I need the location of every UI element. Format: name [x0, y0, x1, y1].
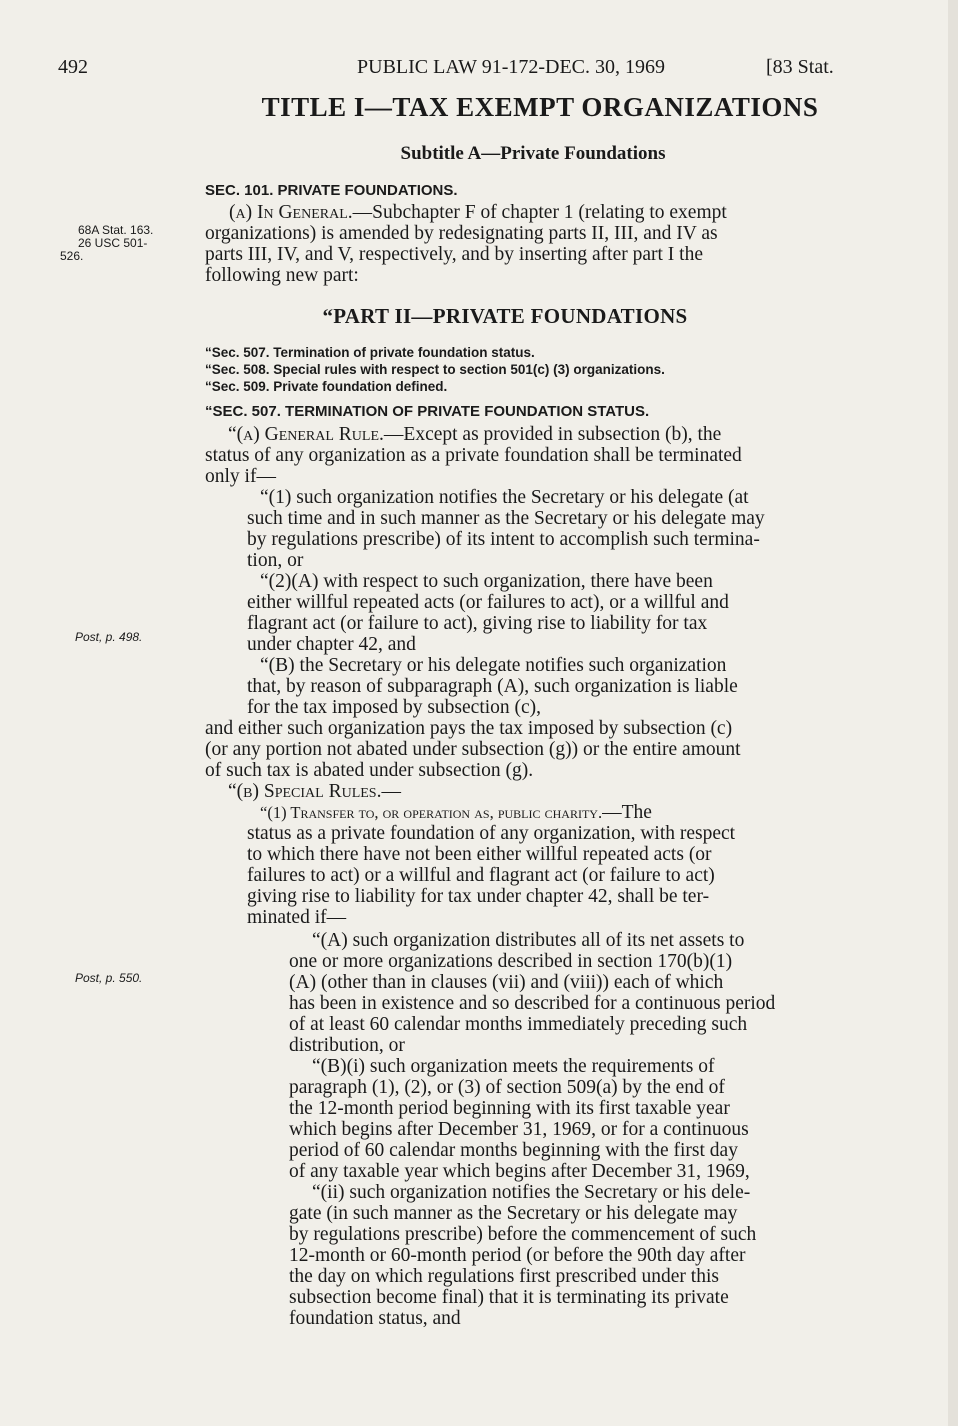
transfer-line-5: giving rise to liability for tax under chapter 42, shall be ter- — [247, 886, 710, 907]
item-2b-line-3: for the tax imposed by subsection (c), — [247, 697, 542, 718]
item-bii-line-2: gate (in such manner as the Secretary or his delegate may — [289, 1203, 738, 1224]
transfer-line-1: “(1) Transfer to, or operation as, public charity.—The — [260, 802, 652, 823]
stat-reference: [83 Stat. — [766, 56, 834, 78]
transfer-lead: “(1) Transfer to, or operation as, public charity. — [260, 803, 603, 822]
item-a-line-2: one or more organizations described in section 170(b)(1) — [289, 951, 733, 972]
closing-line-3: of such tax is abated under subsection (g). — [205, 760, 534, 781]
item-bii-line-4: 12-month or 60-month period (or before the 90th day after — [289, 1245, 746, 1266]
general-rule-line-1: “(a) General Rule.—Except as provided in subsection (b), the — [228, 424, 722, 445]
item-2b-line-1: “(B) the Secretary or his delegate notifies such organization — [260, 655, 727, 676]
item-bi-line-5: period of 60 calendar months beginning with the first day — [289, 1140, 738, 1161]
para-a-line-2: organizations) is amended by redesignating parts II, III, and IV as — [205, 223, 718, 244]
margin-note-post-550: Post, p. 550. — [75, 971, 143, 985]
item-2a-line-3: flagrant act (or failure to act), giving rise to liability for tax — [247, 613, 708, 634]
item-bi-line-6: of any taxable year which begins after December 31, 1969, — [289, 1161, 750, 1182]
toc-sec-509: “Sec. 509. Private foundation defined. — [205, 379, 448, 394]
section-101-heading: SEC. 101. PRIVATE FOUNDATIONS. — [205, 182, 458, 199]
title-heading: TITLE I—TAX EXEMPT ORGANIZATIONS — [261, 92, 819, 122]
item-bii-line-3: by regulations prescribe) before the commencement of such — [289, 1224, 757, 1245]
para-a-line-1: (a) In General.—Subchapter F of chapter 1 (relating to exempt — [229, 202, 727, 223]
item-1-line-2: such time and in such manner as the Secretary or his delegate may — [247, 508, 765, 529]
section-507-heading: “SEC. 507. TERMINATION OF PRIVATE FOUNDATION STATUS. — [205, 403, 650, 420]
item-2a-line-4: under chapter 42, and — [247, 634, 416, 655]
item-2b-line-2: that, by reason of subparagraph (A), such organization is liable — [247, 676, 738, 697]
subtitle-heading: Subtitle A—Private Foundations — [400, 143, 666, 164]
transfer-line-2: status as a private foundation of any organization, with respect — [247, 823, 736, 844]
transfer-line-6: minated if— — [247, 907, 347, 928]
item-bii-line-6: subsection become final) that it is terminating its private — [289, 1287, 729, 1308]
item-a-line-1: “(A) such organization distributes all of its net assets to — [312, 930, 745, 951]
item-bi-line-2: paragraph (1), (2), or (3) of section 509(a) by the end of — [289, 1077, 725, 1098]
item-bii-line-7: foundation status, and — [289, 1308, 461, 1329]
item-2a-line-2: either willful repeated acts (or failures to act), or a willful and — [247, 592, 729, 613]
toc-sec-508: “Sec. 508. Special rules with respect to section 501(c) (3) organizations. — [205, 362, 665, 377]
special-rules-heading: “(b) Special Rules.— — [228, 781, 401, 802]
item-bii-line-5: the day on which regulations first prescribed under this — [289, 1266, 719, 1287]
item-2a-line-1: “(2)(A) with respect to such organization, there have been — [260, 571, 713, 592]
margin-note-stat: 68A Stat. 163. — [78, 223, 154, 237]
item-bi-line-1: “(B)(i) such organization meets the requirements of — [312, 1056, 715, 1077]
item-a-line-6: distribution, or — [289, 1035, 405, 1056]
page-edge-shadow — [948, 0, 958, 1426]
item-bi-line-4: which begins after December 31, 1969, or for a continuous — [289, 1119, 749, 1140]
running-title: PUBLIC LAW 91-172-DEC. 30, 1969 — [357, 56, 666, 78]
item-1-line-3: by regulations prescribe) of its intent to accomplish such termina- — [247, 529, 760, 550]
item-bii-line-1: “(ii) such organization notifies the Secretary or his dele- — [312, 1182, 751, 1203]
para-a-lead: (a) In General. — [229, 202, 353, 223]
item-bi-line-3: the 12-month period beginning with its first taxable year — [289, 1098, 730, 1119]
margin-note-usc: 26 USC 501- — [78, 236, 148, 250]
item-1-line-1: “(1) such organization notifies the Secretary or his delegate (at — [260, 487, 749, 508]
closing-line-1: and either such organization pays the tax imposed by subsection (c) — [205, 718, 733, 739]
part-ii-heading: “PART II—PRIVATE FOUNDATIONS — [322, 304, 688, 328]
general-rule-line-3: only if— — [205, 466, 276, 487]
para-a-line-4: following new part: — [205, 265, 359, 286]
transfer-line-4: failures to act) or a willful and flagrant act (or failure to act) — [247, 865, 715, 886]
transfer-line-3: to which there have not been either willful repeated acts (or — [247, 844, 712, 865]
para-a-line-3: parts III, IV, and V, respectively, and by inserting after part I the — [205, 244, 704, 265]
item-1-line-4: tion, or — [247, 550, 304, 571]
item-a-line-5: of at least 60 calendar months immediately preceding such — [289, 1014, 748, 1035]
page-number: 492 — [58, 56, 88, 78]
closing-line-2: (or any portion not abated under subsection (g)) or the entire amount — [205, 739, 741, 760]
item-a-line-4: has been in existence and so described for a continuous period — [289, 993, 776, 1014]
margin-note-usc-cont: 526. — [60, 249, 84, 263]
toc-sec-507: “Sec. 507. Termination of private foundation status. — [205, 345, 535, 360]
margin-note-post-498: Post, p. 498. — [75, 630, 143, 644]
general-rule-lead: “(a) General Rule. — [228, 424, 384, 445]
item-a-line-3: (A) (other than in clauses (vii) and (viii)) each of which — [289, 972, 724, 993]
general-rule-line-2: status of any organization as a private foundation shall be terminated — [205, 445, 742, 466]
